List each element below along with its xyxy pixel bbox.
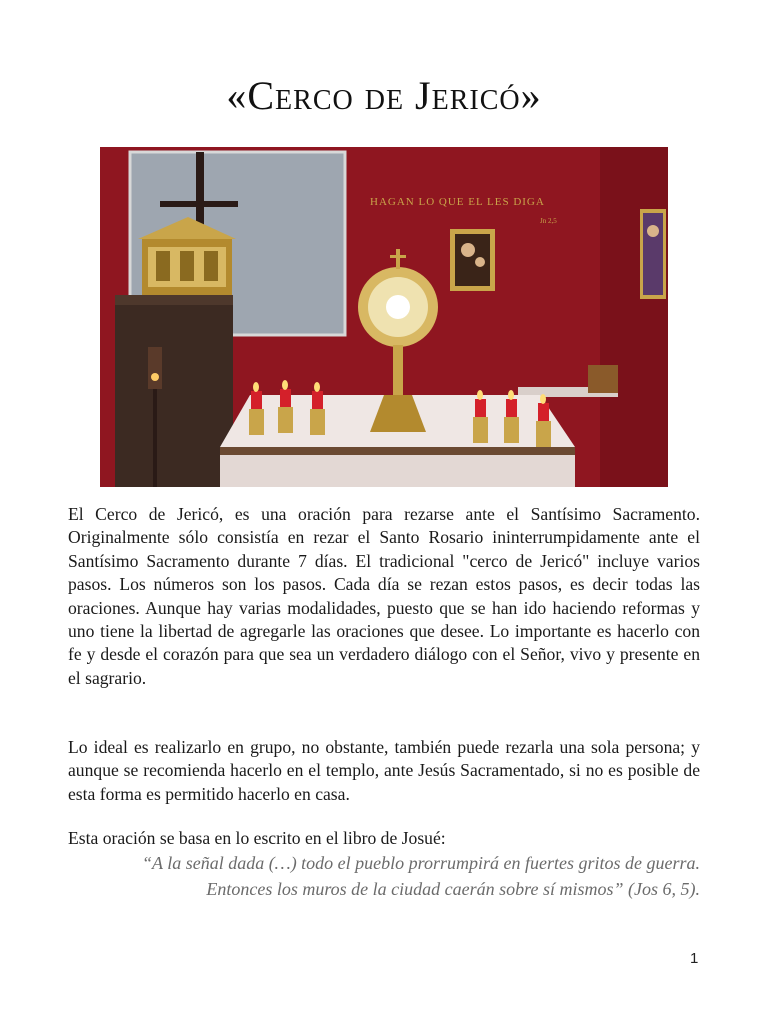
altar-photo [100,147,668,487]
page-number: 1 [690,950,699,967]
wall-inscription-ref: Jn 2,5 [540,217,557,225]
page-title: «Cerco de Jericó» [226,73,542,118]
bible-quote-line-1: “A la señal dada (…) todo el pueblo prorrumpirá en fuertes gritos de guerra. [142,853,700,873]
paragraph-group: Lo ideal es realizarlo en grupo, no obstante, también puede rezarla una sola persona; y aunque se recomienda hacerlo en el templo, ante Jesús Sacramentado, si no es posible de esta forma es permitido hacerlo en casa. [68,737,700,804]
bible-quote-line-2: Entonces los muros de la ciudad caerán sobre sí mismos” (Jos 6, 5). [206,879,700,899]
paragraph-intro: El Cerco de Jericó, es una oración para rezarse ante el Santísimo Sacramento. Originalmente sólo consistía en rezar el Santo Rosario ininterrumpidamente ante el Santísimo Sacramento durante 7 días. El tradicional "cerco de Jericó" incluye varios pasos. Los números son los pasos. Cada día se rezan estos pasos, es decir todas las oraciones. Aunque hay varias modalidades, puesto que se han ido haciendo reformas y uno tiene la libertad de agregarle las oraciones que desee. Lo importante es hacerlo con fe y desde el corazón para que sea un verdadero diálogo con el Señor, vivo y presente en el sagrario. [68,504,700,688]
wall-inscription: HAGAN LO QUE EL LES DIGA [370,196,545,208]
paragraph-basis: Esta oración se basa en lo escrito en el libro de Josué: [68,828,446,848]
